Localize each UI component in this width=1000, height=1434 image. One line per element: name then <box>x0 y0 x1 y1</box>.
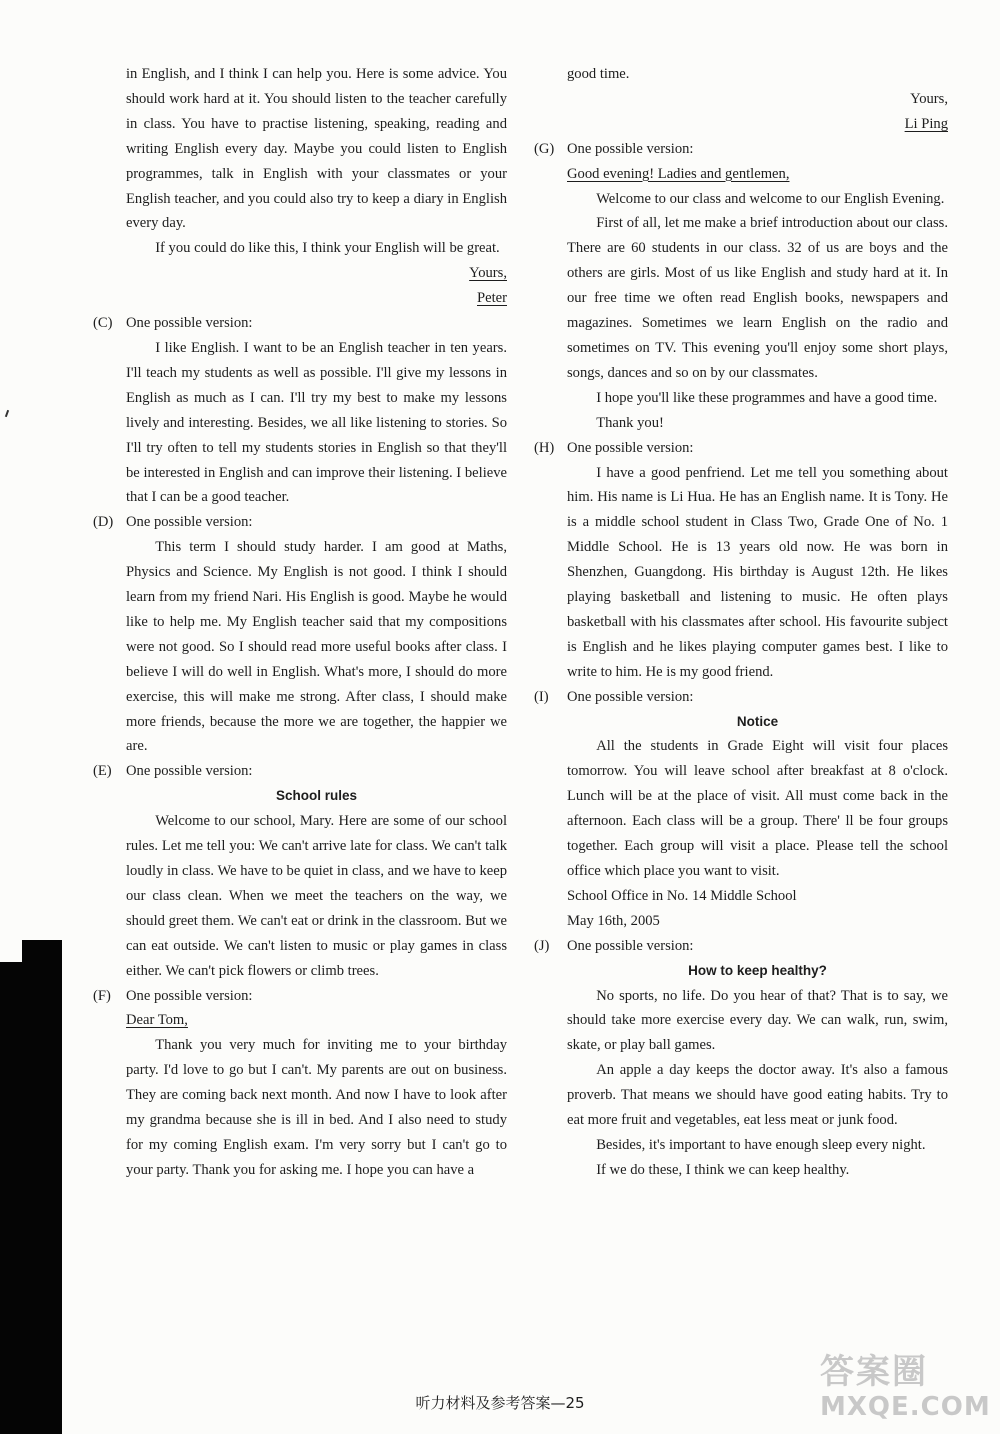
watermark-logo <box>820 1352 990 1430</box>
letter-f-signature: Li Ping <box>904 115 948 132</box>
item-heading: One possible version: <box>126 315 253 332</box>
letter-f-sign-off: Yours, <box>910 90 948 107</box>
item-f <box>93 984 507 1183</box>
letter-b-body: in English, and I think I can help you. Here is some advice. You should work hard at it. You should listen to the teacher carefully in class. You have to practise listening, speaking, reading and writing English every day. Maybe you could listen to English programmes, talk in English with your classmates or your English teacher, and you could also try to keep a diary in English every day. <box>126 66 507 232</box>
notice-signature: School Office in No. 14 Middle School <box>567 887 797 904</box>
speech-greeting: Good evening! Ladies and gentlemen, <box>567 165 790 182</box>
left-column <box>93 62 507 1183</box>
right-column <box>534 62 948 1183</box>
item-label: (E) <box>93 763 112 780</box>
item-label: (F) <box>93 987 111 1004</box>
speech-p1: Welcome to our class and welcome to our English Evening. <box>596 190 945 207</box>
watermark-top: 答案圈 <box>820 1352 928 1392</box>
speech-p4: Thank you! <box>596 414 664 431</box>
healthy-p2: An apple a day keeps the doctor away. It's also a famous proverb. That means we should have good eating habits. Try to eat more fruit and vegetables, eat less meat or junk food. <box>567 1062 948 1129</box>
letter-b-sign-off: Yours, <box>469 265 507 282</box>
page-footer: 听力材料及参考答案—25 <box>415 1394 585 1412</box>
letter-b-closing: If you could do like this, I think your English will be great. <box>155 240 500 257</box>
notice-date: May 16th, 2005 <box>567 912 660 929</box>
item-e-body: Welcome to our school, Mary. Here are some of our school rules. Let me tell you: We can't arrive late for class. We can't talk loudly in class. We have to be quiet in class, and we have to keep our class clean. When we meet the teachers on the way, we should greet them. We can't eat or drink in the classroom. But we can eat outside. We can't listen to music or play games in class either. We can't pick flowers or climb trees. <box>126 813 507 979</box>
item-heading: One possible version: <box>567 688 694 705</box>
item-c-body: I like English. I want to be an English teacher in ten years. I'll teach my students as well as possible. I'll give my lessons in English as much as I can. I'll try my best to make my lessons lively and interesting. Besides, we all like listening to stories. So I'll try often to tell my students stories in English so that they'll be interested in English and can improve their listening. I believe that I can be a good teacher. <box>126 339 507 506</box>
binding-corner <box>0 940 22 962</box>
healthy-p4: If we do these, I think we can keep healthy. <box>596 1161 850 1178</box>
item-label: (C) <box>93 315 113 332</box>
item-heading: One possible version: <box>126 987 253 1004</box>
item-g <box>534 137 948 436</box>
healthy-title: How to keep healthy? <box>688 962 827 978</box>
item-label: (I) <box>534 688 549 705</box>
healthy-p3: Besides, it's important to have enough sleep every night. <box>596 1136 926 1153</box>
item-h-body: I have a good penfriend. Let me tell you something about him. His name is Li Hua. He has an English name. It is Tony. He is a middle school student in Class Two, Grade One of No. 1 Middle School. He is 13 years old now. He was born in Shenzhen, Guangdong. His birthday is August 12th. He likes playing basketball and listening to music. He often plays basketball with his classmates after school. His favourite subject is English and he likes playing computer games best. I like to write to him. He is my good friend. <box>567 464 948 680</box>
item-label: (H) <box>534 439 555 456</box>
notice-body: All the students in Grade Eight will visit four places tomorrow. You will leave school after breakfast at 8 o'clock. Lunch will be at the place of visit. All must come back in the afternoon. Each class will be a group. There' ll be four groups together. Each group will visit a place. Please tell the school office which place you want to visit. <box>567 738 948 879</box>
speech-p2: First of all, let me make a brief introduction about our class. There are 60 students in our class. 32 of us are boys and the others are girls. Most of us like English and study hard at it. In our free time we often read English books, newspapers and magazines. Sometimes we learn English on the radio and sometimes on TV. This evening you'll enjoy some short plays, songs, dances and so on by our classmates. <box>567 215 948 381</box>
item-d <box>93 510 507 759</box>
item-j <box>534 934 948 1183</box>
item-f-body: Thank you very much for inviting me to your birthday party. I'd love to go but I can't. My parents are out on business. They are coming back next month. And now I have to look after my grandma because she is ill in bed. And I also need to study for my coming English exam. I'm very sorry but I can't go to your party. Thank you for asking me. I hope you can have a <box>126 1037 507 1178</box>
healthy-p1: No sports, no life. Do you hear of that? That is to say, we should take more exercise every day. We can walk, run, swim, skate, or play ball games. <box>567 987 948 1054</box>
item-heading: One possible version: <box>126 514 253 531</box>
speech-p3: I hope you'll like these programmes and have a good time. <box>596 389 938 406</box>
item-label: (G) <box>534 140 555 157</box>
margin-mark <box>5 410 9 417</box>
item-i <box>534 685 948 934</box>
item-c <box>93 311 507 510</box>
item-heading: One possible version: <box>126 763 253 780</box>
watermark-bottom: MXQE.COM <box>820 1392 991 1422</box>
notice-title: Notice <box>736 713 779 729</box>
item-h <box>534 436 948 685</box>
item-e <box>93 759 507 983</box>
letter-b-signature: Peter <box>477 290 507 307</box>
letter-f-greeting: Dear Tom, <box>126 1012 188 1029</box>
binding-shadow <box>0 940 62 1434</box>
item-label: (J) <box>534 937 550 954</box>
school-rules-title: School rules <box>275 788 358 804</box>
letter-f-continued: good time. <box>567 66 630 82</box>
item-heading: One possible version: <box>567 140 694 157</box>
item-d-body: This term I should study harder. I am good at Maths, Physics and Science. My English is not good. I think I should learn from my friend Nari. His English is good. Maybe he would like to help me. My English teacher said that my compositions were not good. So I should read more useful books after class. I believe I will do well in English. What's more, I should do more exercise, this will make me strong. After class, I should make more friends, because the more we are together, the happier we are. <box>126 539 507 755</box>
item-heading: One possible version: <box>567 439 694 456</box>
item-label: (D) <box>93 514 114 531</box>
item-heading: One possible version: <box>567 937 694 954</box>
